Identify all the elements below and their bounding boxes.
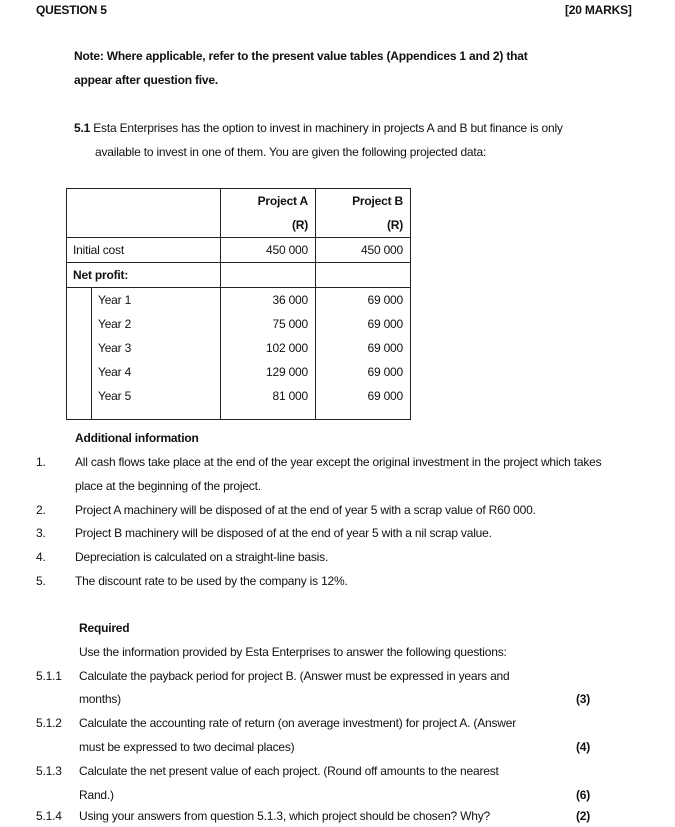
net-profit-row: [67, 263, 411, 288]
question-5-1-1-num: 5.1.1: [36, 669, 62, 683]
year-5-b: 69 000: [316, 384, 411, 420]
table-header-row-1: [67, 189, 411, 214]
project-a-header: Project A: [221, 189, 316, 214]
year-1-b: 69 000: [316, 288, 411, 313]
project-a-unit: (R): [221, 213, 316, 238]
info-item-5-text: The discount rate to be used by the company is 12%.: [75, 574, 348, 588]
table-row: [67, 312, 411, 336]
year-4-b: 69 000: [316, 360, 411, 384]
intro-line-1: [74, 121, 563, 135]
year-label: Year 3: [98, 341, 132, 355]
additional-info-title: Additional information: [75, 431, 199, 445]
info-item-1-line-1: All cash flows take place at the end of the year except the original investment in the project which takes: [75, 455, 602, 469]
info-item-2-num: 2.: [36, 503, 46, 517]
year-3-a: 102 000: [221, 336, 316, 360]
question-5-1-1-marks: (3): [576, 692, 591, 706]
year-label: Year 2: [98, 317, 132, 331]
initial-cost-a: 450 000: [221, 238, 316, 263]
question-5-1-2-marks: (4): [576, 740, 591, 754]
question-5-1-3-marks: (6): [576, 788, 591, 802]
question-5-1-2-line-1: Calculate the accounting rate of return (on average investment) for project A. (Answer: [79, 716, 517, 730]
info-item-4-num: 4.: [36, 550, 46, 564]
question-5-1-1-line-2: months): [79, 692, 121, 706]
intro-number: 5.1: [74, 121, 91, 135]
table-row: [67, 288, 411, 313]
question-5-1-2-num: 5.1.2: [36, 716, 62, 730]
year-label: Year 1: [98, 293, 132, 307]
year-2-b: 69 000: [316, 312, 411, 336]
question-5-1-4-num: 5.1.4: [36, 809, 62, 823]
required-intro: Use the information provided by Esta Enterprises to answer the following questions:: [79, 645, 507, 659]
initial-cost-label: Initial cost: [73, 243, 124, 257]
table-row: [67, 360, 411, 384]
question-5-1-3-num: 5.1.3: [36, 764, 62, 778]
question-5-1-3-line-2: Rand.): [79, 788, 114, 802]
info-item-3-text: Project B machinery will be disposed of at the end of year 5 with a nil scrap value.: [75, 526, 492, 540]
net-profit-label: Net profit:: [73, 268, 129, 282]
year-label: Year 5: [98, 389, 132, 403]
note-line-1: Note: Where applicable, refer to the present value tables (Appendices 1 and 2) that: [74, 49, 528, 63]
question-5-1-4-text: Using your answers from question 5.1.3, which project should be chosen? Why?: [79, 809, 491, 823]
year-2-a: 75 000: [221, 312, 316, 336]
intro-line-2: available to invest in one of them. You are given the following projected data:: [95, 145, 487, 159]
info-item-1-num: 1.: [36, 455, 46, 469]
required-title: Required: [79, 621, 130, 635]
initial-cost-row: [67, 238, 411, 263]
total-marks: [20 MARKS]: [565, 3, 632, 17]
question-title: QUESTION 5: [36, 3, 107, 17]
table-row: [67, 384, 411, 420]
table-row: [67, 336, 411, 360]
year-1-a: 36 000: [221, 288, 316, 313]
project-b-header: Project B: [316, 189, 411, 214]
initial-cost-b: 450 000: [316, 238, 411, 263]
question-5-1-2-line-2: must be expressed to two decimal places): [79, 740, 295, 754]
info-item-3-num: 3.: [36, 526, 46, 540]
info-item-5-num: 5.: [36, 574, 46, 588]
year-5-a: 81 000: [221, 384, 316, 420]
info-item-4-text: Depreciation is calculated on a straight-line basis.: [75, 550, 329, 564]
note-line-2: appear after question five.: [74, 73, 218, 87]
table-header-row-2: [67, 213, 411, 238]
intro-text-1: Esta Enterprises has the option to invest in machinery in projects A and B but finance is only: [93, 121, 563, 135]
info-item-1-line-2: place at the beginning of the project.: [75, 479, 261, 493]
year-4-a: 129 000: [221, 360, 316, 384]
year-3-b: 69 000: [316, 336, 411, 360]
question-5-1-3-line-1: Calculate the net present value of each project. (Round off amounts to the nearest: [79, 764, 499, 778]
question-5-1-4-marks: (2): [576, 809, 591, 823]
question-5-1-1-line-1: Calculate the payback period for project B. (Answer must be expressed in years and: [79, 669, 510, 683]
info-item-2-text: Project A machinery will be disposed of at the end of year 5 with a scrap value of R60 000.: [75, 503, 536, 517]
projected-data-table: [66, 188, 411, 420]
project-b-unit: (R): [316, 213, 411, 238]
year-label: Year 4: [98, 365, 132, 379]
